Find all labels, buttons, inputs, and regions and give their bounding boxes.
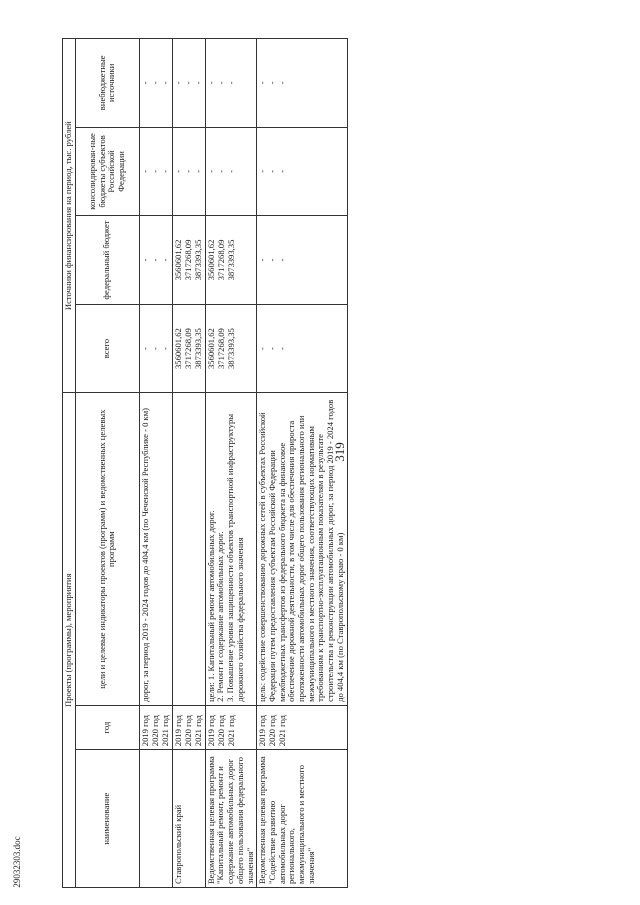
goal-text: дорог, за период 2019 - 2024 годов до 404,4 км (по Чеченской Республике - 0 км) <box>139 407 150 702</box>
federal-value: - <box>139 258 150 262</box>
year-value: 2019 год <box>172 715 183 747</box>
document-filename: 29032303.doc <box>12 836 22 888</box>
goal-cell <box>139 393 172 706</box>
consolidated-value: - <box>205 170 216 173</box>
federal-value: - <box>267 258 278 262</box>
federal-value: 3717268,09 <box>215 239 226 281</box>
extra-value: - <box>215 81 226 85</box>
consolidated-value: - <box>149 170 160 173</box>
year-value: 2020 год <box>182 715 193 747</box>
table-row <box>257 39 347 888</box>
program-name-cell: Ставропольский край <box>172 750 205 888</box>
goal-cell <box>172 393 205 706</box>
federal-cell <box>205 216 257 305</box>
extra-value: - <box>205 81 216 85</box>
header-extrabudget: внебюджетные источники <box>75 39 139 128</box>
total-cell <box>139 304 172 393</box>
consolidated-cell <box>172 127 205 216</box>
year-value: 2021 год <box>225 715 236 747</box>
header-total: всего <box>75 304 139 393</box>
federal-value: - <box>277 258 288 262</box>
program-name-cell: Ведомственная целевая программа "Капитальный ремонт, ремонт и содержание автомобильных дорог общего пользования федерального значения" <box>205 750 257 888</box>
consolidated-value: - <box>257 170 268 173</box>
extra-value: - <box>139 81 150 85</box>
consolidated-cell <box>257 127 347 216</box>
total-value: 3717268,09 <box>215 328 226 369</box>
extra-value: - <box>159 81 170 85</box>
consolidated-value: - <box>139 170 150 173</box>
extra-cell <box>172 39 205 128</box>
header-name: наименование <box>75 750 139 888</box>
year-value: 2019 год <box>139 715 150 747</box>
extra-value: - <box>149 81 160 85</box>
extra-value: - <box>267 81 278 85</box>
financing-table <box>62 38 348 888</box>
year-value: 2019 год <box>205 715 216 747</box>
total-cell <box>172 304 205 393</box>
total-value: 3873393,35 <box>225 328 236 369</box>
year-cell <box>172 705 205 749</box>
goal-cell <box>205 393 257 706</box>
header-sources-group: Источники финансирования на период, тыс. рублей <box>63 39 76 393</box>
header-projects-group: Проекты (программы), мероприятия <box>63 393 76 888</box>
extra-value: - <box>192 81 203 85</box>
federal-value: - <box>159 258 170 262</box>
year-cell <box>139 705 172 749</box>
federal-value: - <box>257 258 268 262</box>
federal-value: 3560601,62 <box>205 239 216 281</box>
header-consolidated: консолидирован-ные бюджеты субъектов Российской Федерации <box>75 127 139 216</box>
extra-cell <box>205 39 257 128</box>
total-value: - <box>159 347 170 351</box>
consolidated-value: - <box>192 170 203 173</box>
goal-cell <box>257 393 347 706</box>
year-value: 2020 год <box>267 715 278 747</box>
consolidated-value: - <box>215 170 226 173</box>
extra-cell <box>139 39 172 128</box>
extra-value: - <box>182 81 193 85</box>
table-row <box>205 39 257 888</box>
federal-cell <box>139 216 172 305</box>
extra-value: - <box>277 81 288 85</box>
extra-cell <box>257 39 347 128</box>
extra-value: - <box>172 81 183 85</box>
year-value: 2021 год <box>159 715 170 747</box>
consolidated-value: - <box>159 170 170 173</box>
table-body <box>139 39 347 888</box>
total-value: - <box>267 347 278 351</box>
header-goals: цели и целевые индикаторы проектов (программ) и ведомственных целевых программ <box>75 393 139 706</box>
year-cell <box>257 705 347 749</box>
header-federal: федеральный бюджет <box>75 216 139 305</box>
extra-value: - <box>257 81 268 85</box>
total-value: - <box>257 347 268 351</box>
year-value: 2021 год <box>192 715 203 747</box>
total-value: 3560601,62 <box>172 328 183 369</box>
header-year: год <box>75 705 139 749</box>
total-value: 3873393,35 <box>192 328 203 369</box>
consolidated-value: - <box>182 170 193 173</box>
total-cell <box>205 304 257 393</box>
program-name-cell: Ведомственная целевая программа "Содействие развитию автомобильных дорог регионального, межмуниципального и местного значения" <box>257 750 347 888</box>
total-value: - <box>139 347 150 351</box>
total-value: - <box>149 347 160 351</box>
year-cell <box>205 705 257 749</box>
total-cell <box>257 304 347 393</box>
program-name-cell <box>139 750 172 888</box>
federal-value: - <box>149 258 160 262</box>
total-value: - <box>277 347 288 351</box>
table-row <box>139 39 172 888</box>
year-value: 2020 год <box>215 715 226 747</box>
total-value: 3717268,09 <box>182 328 193 369</box>
goal-text: цель: содействие совершенствованию дорожных сетей в субъектах Российской Федерации путем предоставления субъектам Российской Федерации межбюджетных трансфертов из федерального бюджета на финансовое обеспечение дорожной деятельности, в том числе для обеспечения прироста протяженности автомобильных дорог общего пользования регионального или межмуниципального и местного значения, соответствующих нормативным требованиям к транспортно-эксплуатационным показателям в результате строительства и реконструкции автомобильных дорог, за период 2019 - 2024 годов до 404,4 км (по Ставропольскому краю - 0 км) <box>257 399 345 702</box>
consolidated-value: - <box>225 170 236 173</box>
consolidated-value: - <box>277 170 288 173</box>
consolidated-cell <box>205 127 257 216</box>
consolidated-value: - <box>172 170 183 173</box>
total-value: 3560601,62 <box>205 328 216 369</box>
extra-value: - <box>225 81 236 85</box>
federal-value: 3560601,62 <box>172 239 183 281</box>
table-row <box>172 39 205 888</box>
financing-table-container <box>62 38 622 888</box>
federal-cell <box>172 216 205 305</box>
year-value: 2019 год <box>257 715 268 747</box>
federal-value: 3873393,35 <box>192 239 203 281</box>
federal-cell <box>257 216 347 305</box>
year-value: 2021 год <box>277 715 288 747</box>
federal-value: 3873393,35 <box>225 239 236 281</box>
year-value: 2020 год <box>149 715 160 747</box>
consolidated-cell <box>139 127 172 216</box>
federal-value: 3717268,09 <box>182 239 193 281</box>
page-number: 319 <box>332 442 347 462</box>
consolidated-value: - <box>267 170 278 173</box>
goal-text: цели: 1. Капитальный ремонт автомобильных дорог. 2. Ремонт и содержание автомобильных дорог. 3. Повышение уровня защищенности объектов транспортной инфраструктуры дорожного хозяйства федерального значения <box>205 413 245 702</box>
